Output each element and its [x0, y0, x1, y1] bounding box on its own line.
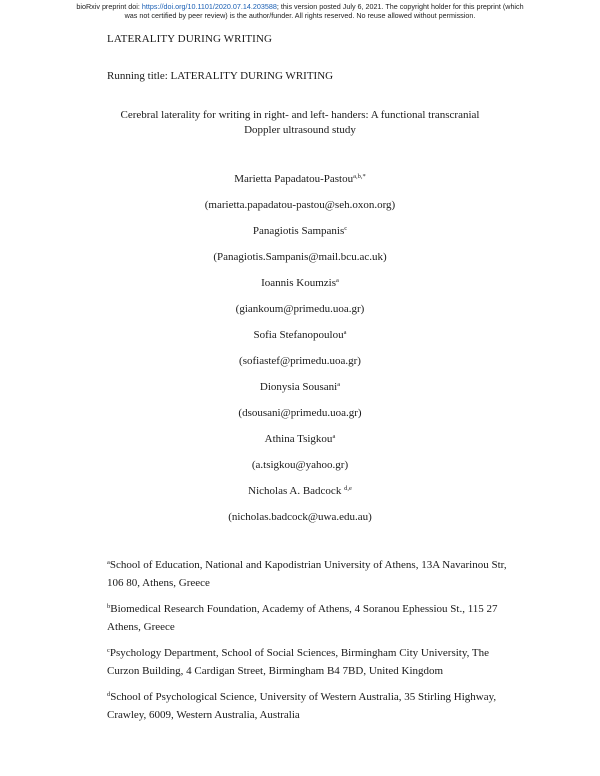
- affiliation-item: [107, 644, 507, 680]
- running-title: Running title: LATERALITY DURING WRITING: [107, 70, 334, 82]
- author-name: Athina Tsigkou: [264, 433, 333, 445]
- affiliation-list: [107, 556, 507, 732]
- preprint-notice-line-2: was not certified by peer review) is the author/funder. All rights reserved. No reuse allowed without permission.: [124, 11, 476, 20]
- doi-link[interactable]: https://doi.org/10.1101/2020.07.14.203588: [141, 2, 277, 11]
- author-email: (sofiastef@primedu.uoa.gr): [239, 355, 361, 367]
- preprint-notice-line-1: [10, 2, 590, 11]
- affiliation-text: School of Psychological Science, University of Western Australia, 35 Stirling Highway, Crawley, 6009, Western Australia, Australia: [107, 691, 497, 721]
- author-affiliation-marker: d,e: [344, 485, 352, 492]
- header-title: LATERALITY DURING WRITING: [107, 33, 273, 45]
- affiliation-letter: d: [107, 691, 111, 698]
- author-email: (nicholas.badcock@uwa.edu.au): [228, 511, 372, 523]
- author-affiliation-marker: a: [337, 381, 341, 388]
- affiliation-letter: a: [107, 559, 110, 566]
- paper-title-line-2: Doppler ultrasound study: [244, 124, 356, 136]
- author-name-line: [100, 378, 500, 404]
- affiliation-text: Biomedical Research Foundation, Academy of Athens, 4 Soranou Ephessiou St., 115 27 Athens, Greece: [107, 603, 498, 633]
- author-name: Nicholas A. Badcock: [248, 485, 345, 497]
- preprint-prefix: bioRxiv preprint doi:: [76, 2, 142, 11]
- affiliation-item: [107, 556, 507, 592]
- author-affiliation-marker: a: [335, 277, 339, 284]
- author-name: Sofia Stefanopoulou: [253, 329, 344, 341]
- author-name: Marietta Papadatou-Pastou: [234, 173, 354, 185]
- author-affiliation-marker: a: [343, 329, 347, 336]
- author-name-line: [100, 326, 500, 352]
- author-email: (giankoum@primedu.uoa.gr): [235, 303, 365, 315]
- preprint-notice-rest: ; this version posted July 6, 2021. The copyright holder for this preprint (which: [276, 2, 524, 11]
- author-name: Panagiotis Sampanis: [252, 225, 345, 237]
- author-list: [100, 170, 500, 534]
- affiliation-item: [107, 688, 507, 724]
- paper-title-line-1: Cerebral laterality for writing in right- and left- handers: A functional transcranial: [120, 109, 480, 121]
- author-email: (marietta.papadatou-pastou@seh.oxon.org): [204, 199, 396, 211]
- author-name-line: [100, 430, 500, 456]
- affiliation-text: Psychology Department, School of Social Sciences, Birmingham City University, The Curzon Building, 4 Cardigan Street, Birmingham B4 7BD, United Kingdom: [107, 647, 490, 677]
- author-email: (a.tsigkou@yahoo.gr): [251, 459, 349, 471]
- author-name-line: [100, 274, 500, 300]
- author-name-line: [100, 222, 500, 248]
- author-name: Dionysia Sousani: [259, 381, 338, 393]
- author-email: (Panagiotis.Sampanis@mail.bcu.ac.uk): [213, 251, 387, 263]
- author-email: (dsousani@primedu.uoa.gr): [238, 407, 362, 419]
- author-name-line: [100, 482, 500, 508]
- affiliation-text: School of Education, National and Kapodistrian University of Athens, 13A Navarinou Str, 106 80, Athens, Greece: [107, 559, 507, 589]
- author-affiliation-marker: a: [332, 433, 336, 440]
- affiliation-item: [107, 600, 507, 636]
- author-name: Ioannis Koumzis: [261, 277, 336, 289]
- paper-title: [100, 108, 500, 138]
- preprint-notice: [10, 2, 590, 20]
- affiliation-letter: b: [107, 603, 111, 610]
- affiliation-letter: c: [107, 647, 110, 654]
- author-affiliation-marker: a,b,*: [353, 173, 366, 180]
- author-affiliation-marker: c: [344, 225, 348, 232]
- author-name-line: [100, 170, 500, 196]
